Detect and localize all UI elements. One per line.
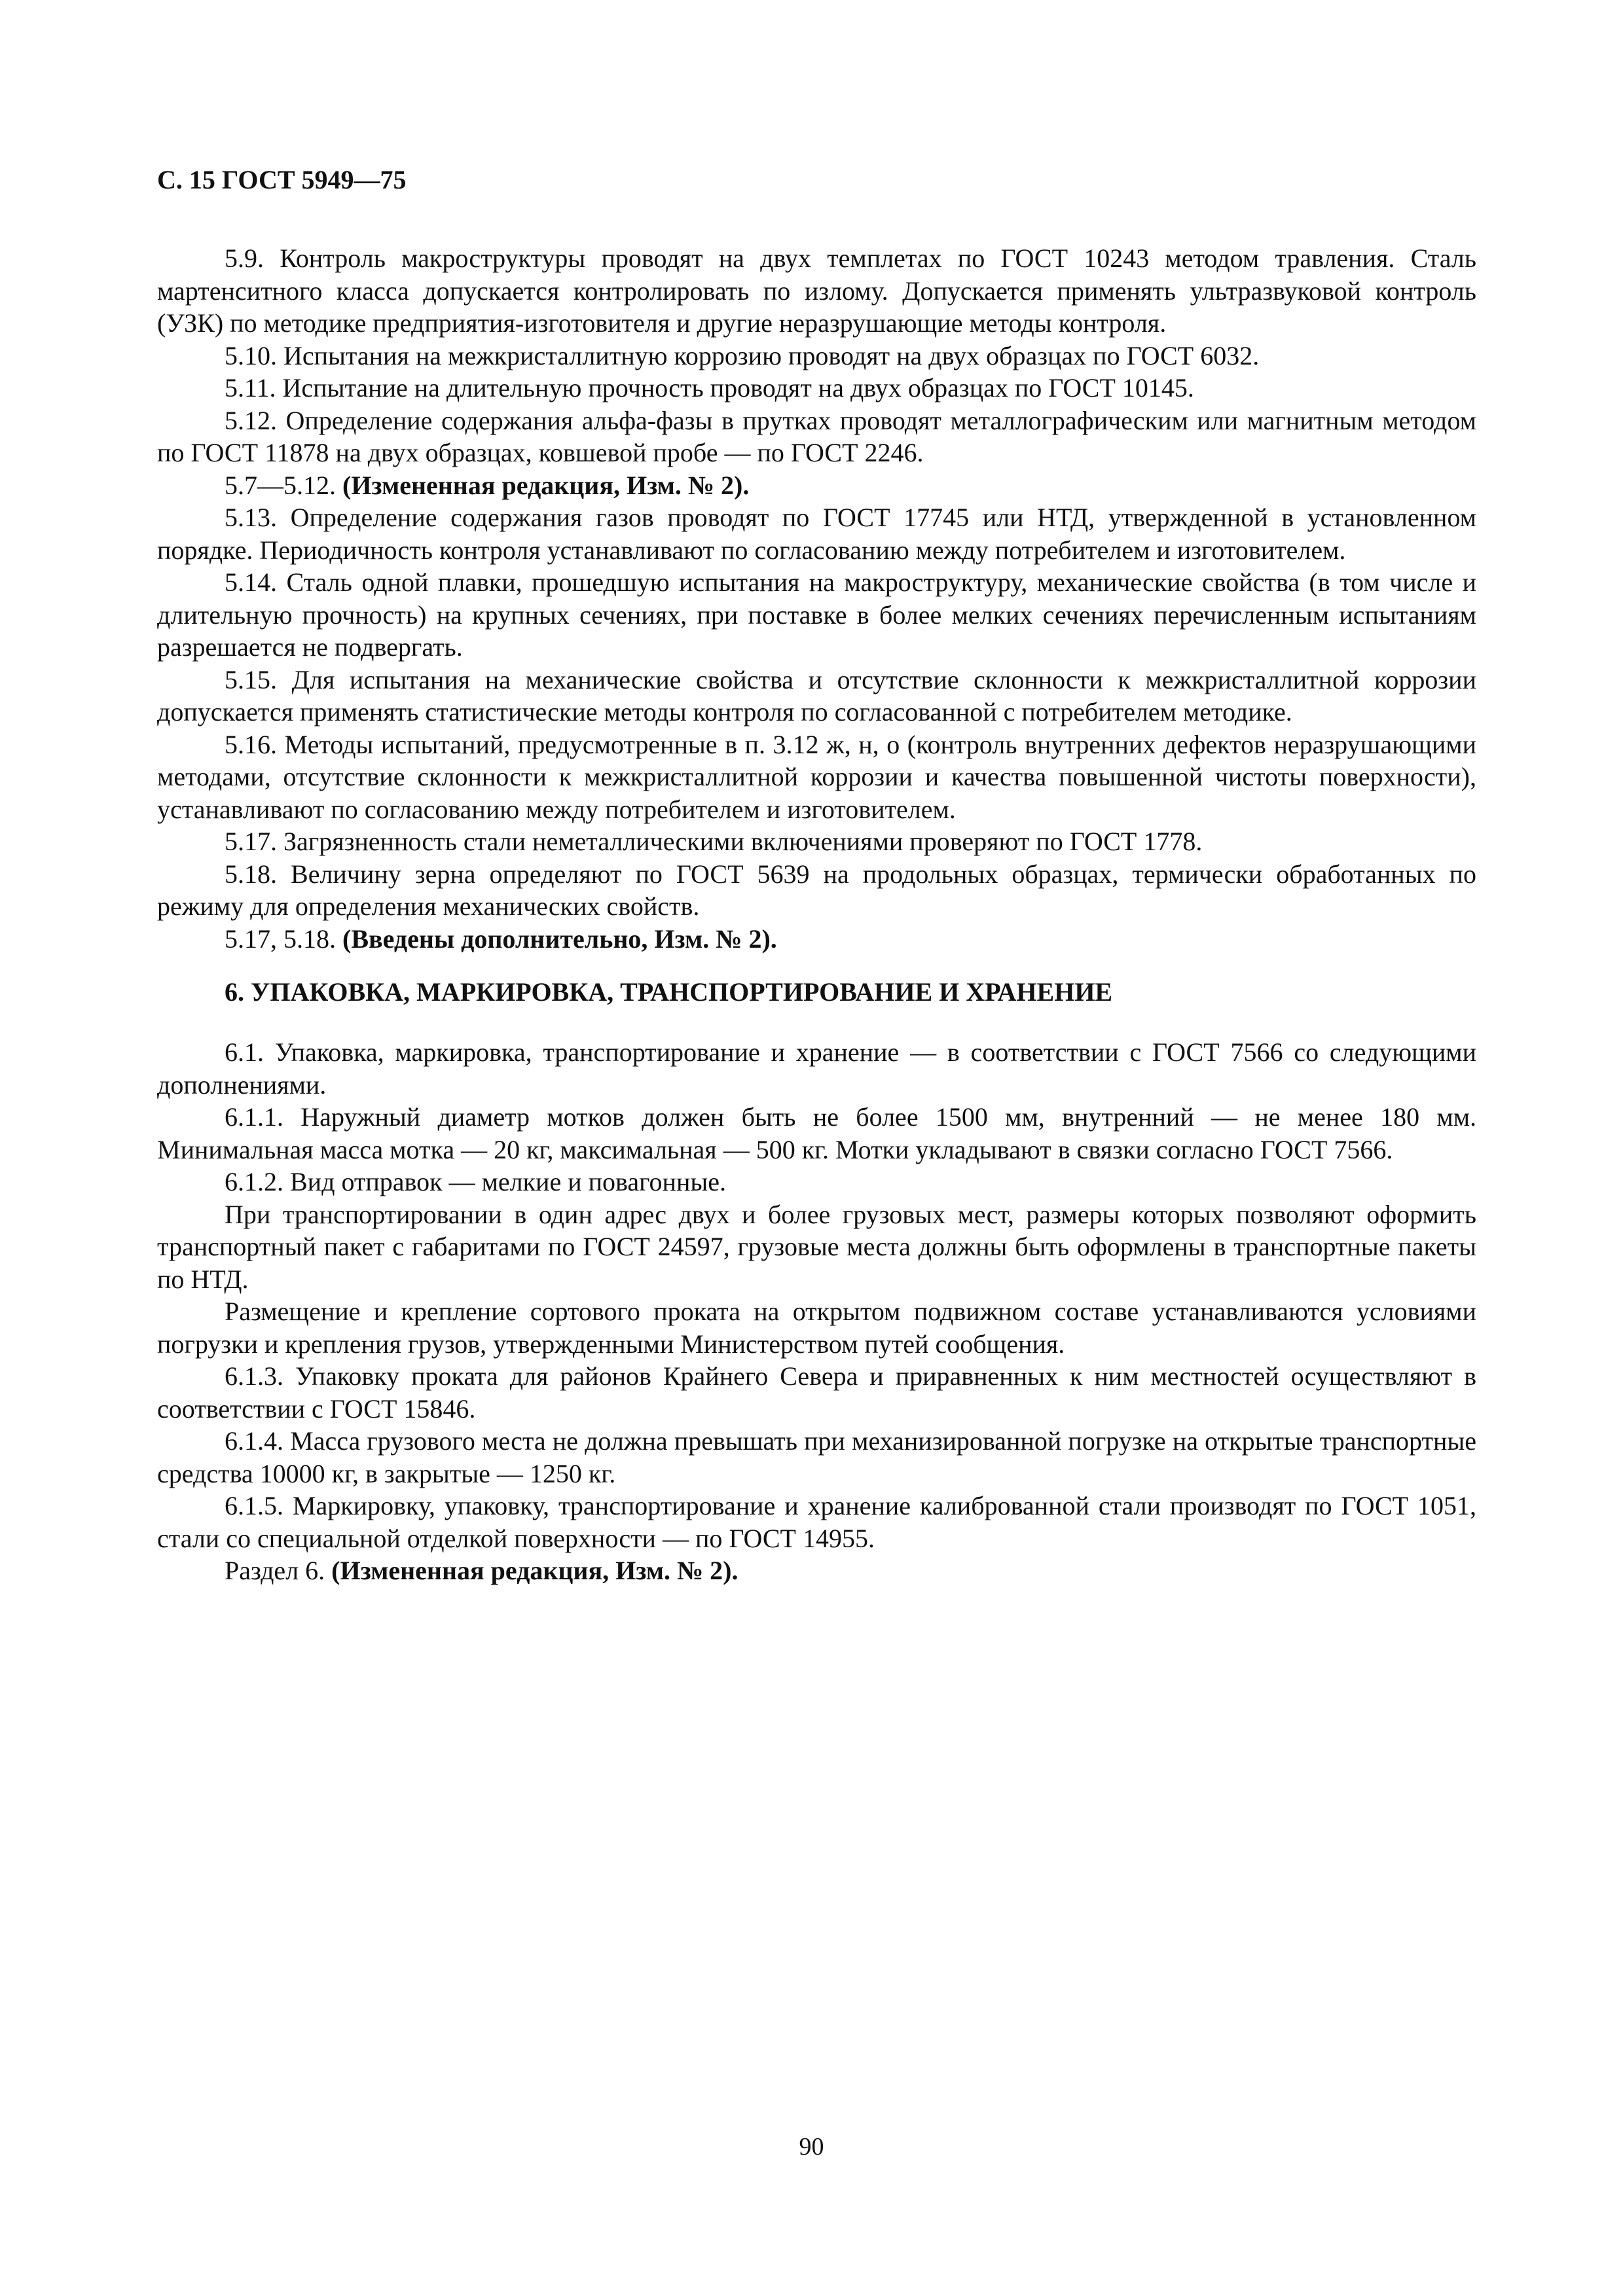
document-body (157, 242, 1476, 1587)
paragraph-5-15: 5.15. Для испытания на механические свойства и отсутствие склонности к межкристаллитной коррозии допускается применять статистические методы контроля по согласованной с потребителем методике. (157, 664, 1476, 726)
paragraph-5-12: 5.12. Определение содержания альфа-фазы в прутках проводят металлографическим или магнитным методом по ГОСТ 11878 на двух образцах, ковшевой пробе — по ГОСТ 2246. (157, 405, 1476, 467)
note-lead: Раздел 6. (225, 1556, 332, 1585)
paragraph-placement: Размещение и крепление сортового проката на открытом подвижном составе устанавливаются условиями погрузки и крепления грузов, утвержденными Министерством путей сообщения. (157, 1297, 1476, 1359)
amendment-note-section-6 (157, 1554, 1476, 1587)
paragraph-6-1-4: 6.1.4. Масса грузового места не должна превышать при механизированной погрузке на открытые транспортные средства 10000 кг, в закрытые — 1250 кг. (157, 1426, 1476, 1488)
amendment-note-5-17-5-18 (157, 923, 1476, 956)
page-number: 90 (799, 2133, 824, 2161)
paragraph-6-1-5: 6.1.5. Маркировку, упаковку, транспортирование и хранение калиброванной стали производят по ГОСТ 1051, стали со специальной отделкой поверхности — по ГОСТ 14955. (157, 1491, 1476, 1553)
paragraph-5-11: 5.11. Испытание на длительную прочность проводят на двух образцах по ГОСТ 10145. (225, 373, 1194, 403)
paragraph-5-13: 5.13. Определение содержания газов проводят по ГОСТ 17745 или НТД, утвержденной в установленном порядке. Периодичность контроля устанавливают по согласованию между потребителем и изготовителем. (157, 503, 1476, 565)
paragraph-6-1-2: 6.1.2. Вид отправок — мелкие и повагонные. (225, 1167, 726, 1196)
paragraph-5-14: 5.14. Сталь одной плавки, прошедшую испытания на макроструктуру, механические свойства (в том числе и длительную прочность) на крупных сечениях, при поставке в более мелких сечениях перечисленным испытаниям разрешается не подвергать. (157, 567, 1476, 662)
note-lead: 5.7—5.12. (225, 470, 342, 500)
amendment-note-5-7-5-12 (157, 469, 1476, 502)
section-6 (157, 1036, 1476, 1587)
section-6-heading: 6. УПАКОВКА, МАРКИРОВКА, ТРАНСПОРТИРОВАНИЕ И ХРАНЕНИЕ (225, 977, 1113, 1007)
paragraph-5-18: 5.18. Величину зерна определяют по ГОСТ 5639 на продольных образцах, термически обработанных по режиму для определения механических свойств. (157, 859, 1476, 921)
paragraph-5-16: 5.16. Методы испытаний, предусмотренные в п. 3.12 ж, н, о (контроль внутренних дефектов неразрушающими методами, отсутствие склонности к межкристаллитной коррозии и качества повышенной чистоты поверхности), устанавливают по согласованию между потребителем и изготовителем. (157, 729, 1476, 824)
paragraph-5-10: 5.10. Испытания на межкристаллитную коррозию проводят на двух образцах по ГОСТ 6032. (225, 340, 1260, 370)
note-bold: (Измененная редакция, Изм. № 2). (331, 1556, 739, 1585)
note-bold: (Введены дополнительно, Изм. № 2). (342, 924, 777, 954)
paragraph-6-1-3: 6.1.3. Упаковку проката для районов Крайнего Севера и приравненных к ним местностей осуществляют в соответствии с ГОСТ 15846. (157, 1361, 1476, 1424)
paragraph-5-17: 5.17. Загрязненность стали неметаллическими включениями проверяют по ГОСТ 1778. (225, 827, 1203, 856)
section-5 (157, 242, 1476, 955)
paragraph-6-1: 6.1. Упаковка, маркировка, транспортирование и хранение — в соответствии с ГОСТ 7566 со следующими дополнениями. (157, 1037, 1476, 1100)
page-header: С. 15 ГОСТ 5949—75 (157, 165, 407, 194)
paragraph-transport-packages: При транспортировании в один адрес двух и более грузовых мест, размеры которых позволяют оформить транспортный пакет с габаритами по ГОСТ 24597, грузовые места должны быть оформлены в транспортные пакеты по НТД. (157, 1199, 1476, 1294)
paragraph-6-1-1: 6.1.1. Наружный диаметр мотков должен быть не более 1500 мм, внутренний — не менее 180 мм. Минимальная масса мотка — 20 кг, максимальная — 500 кг. Мотки укладывают в связки согласно ГОСТ 7566. (157, 1102, 1476, 1164)
paragraph-5-9: 5.9. Контроль макроструктуры проводят на двух темплетах по ГОСТ 10243 методом травления. Сталь мартенситного класса допускается контролировать по излому. Допускается применять ультразвуковой контроль (УЗК) по методике предприятия-изготовителя и другие неразрушающие методы контроля. (157, 243, 1476, 338)
note-bold: (Измененная редакция, Изм. № 2). (342, 470, 750, 500)
note-lead: 5.17, 5.18. (225, 924, 342, 954)
